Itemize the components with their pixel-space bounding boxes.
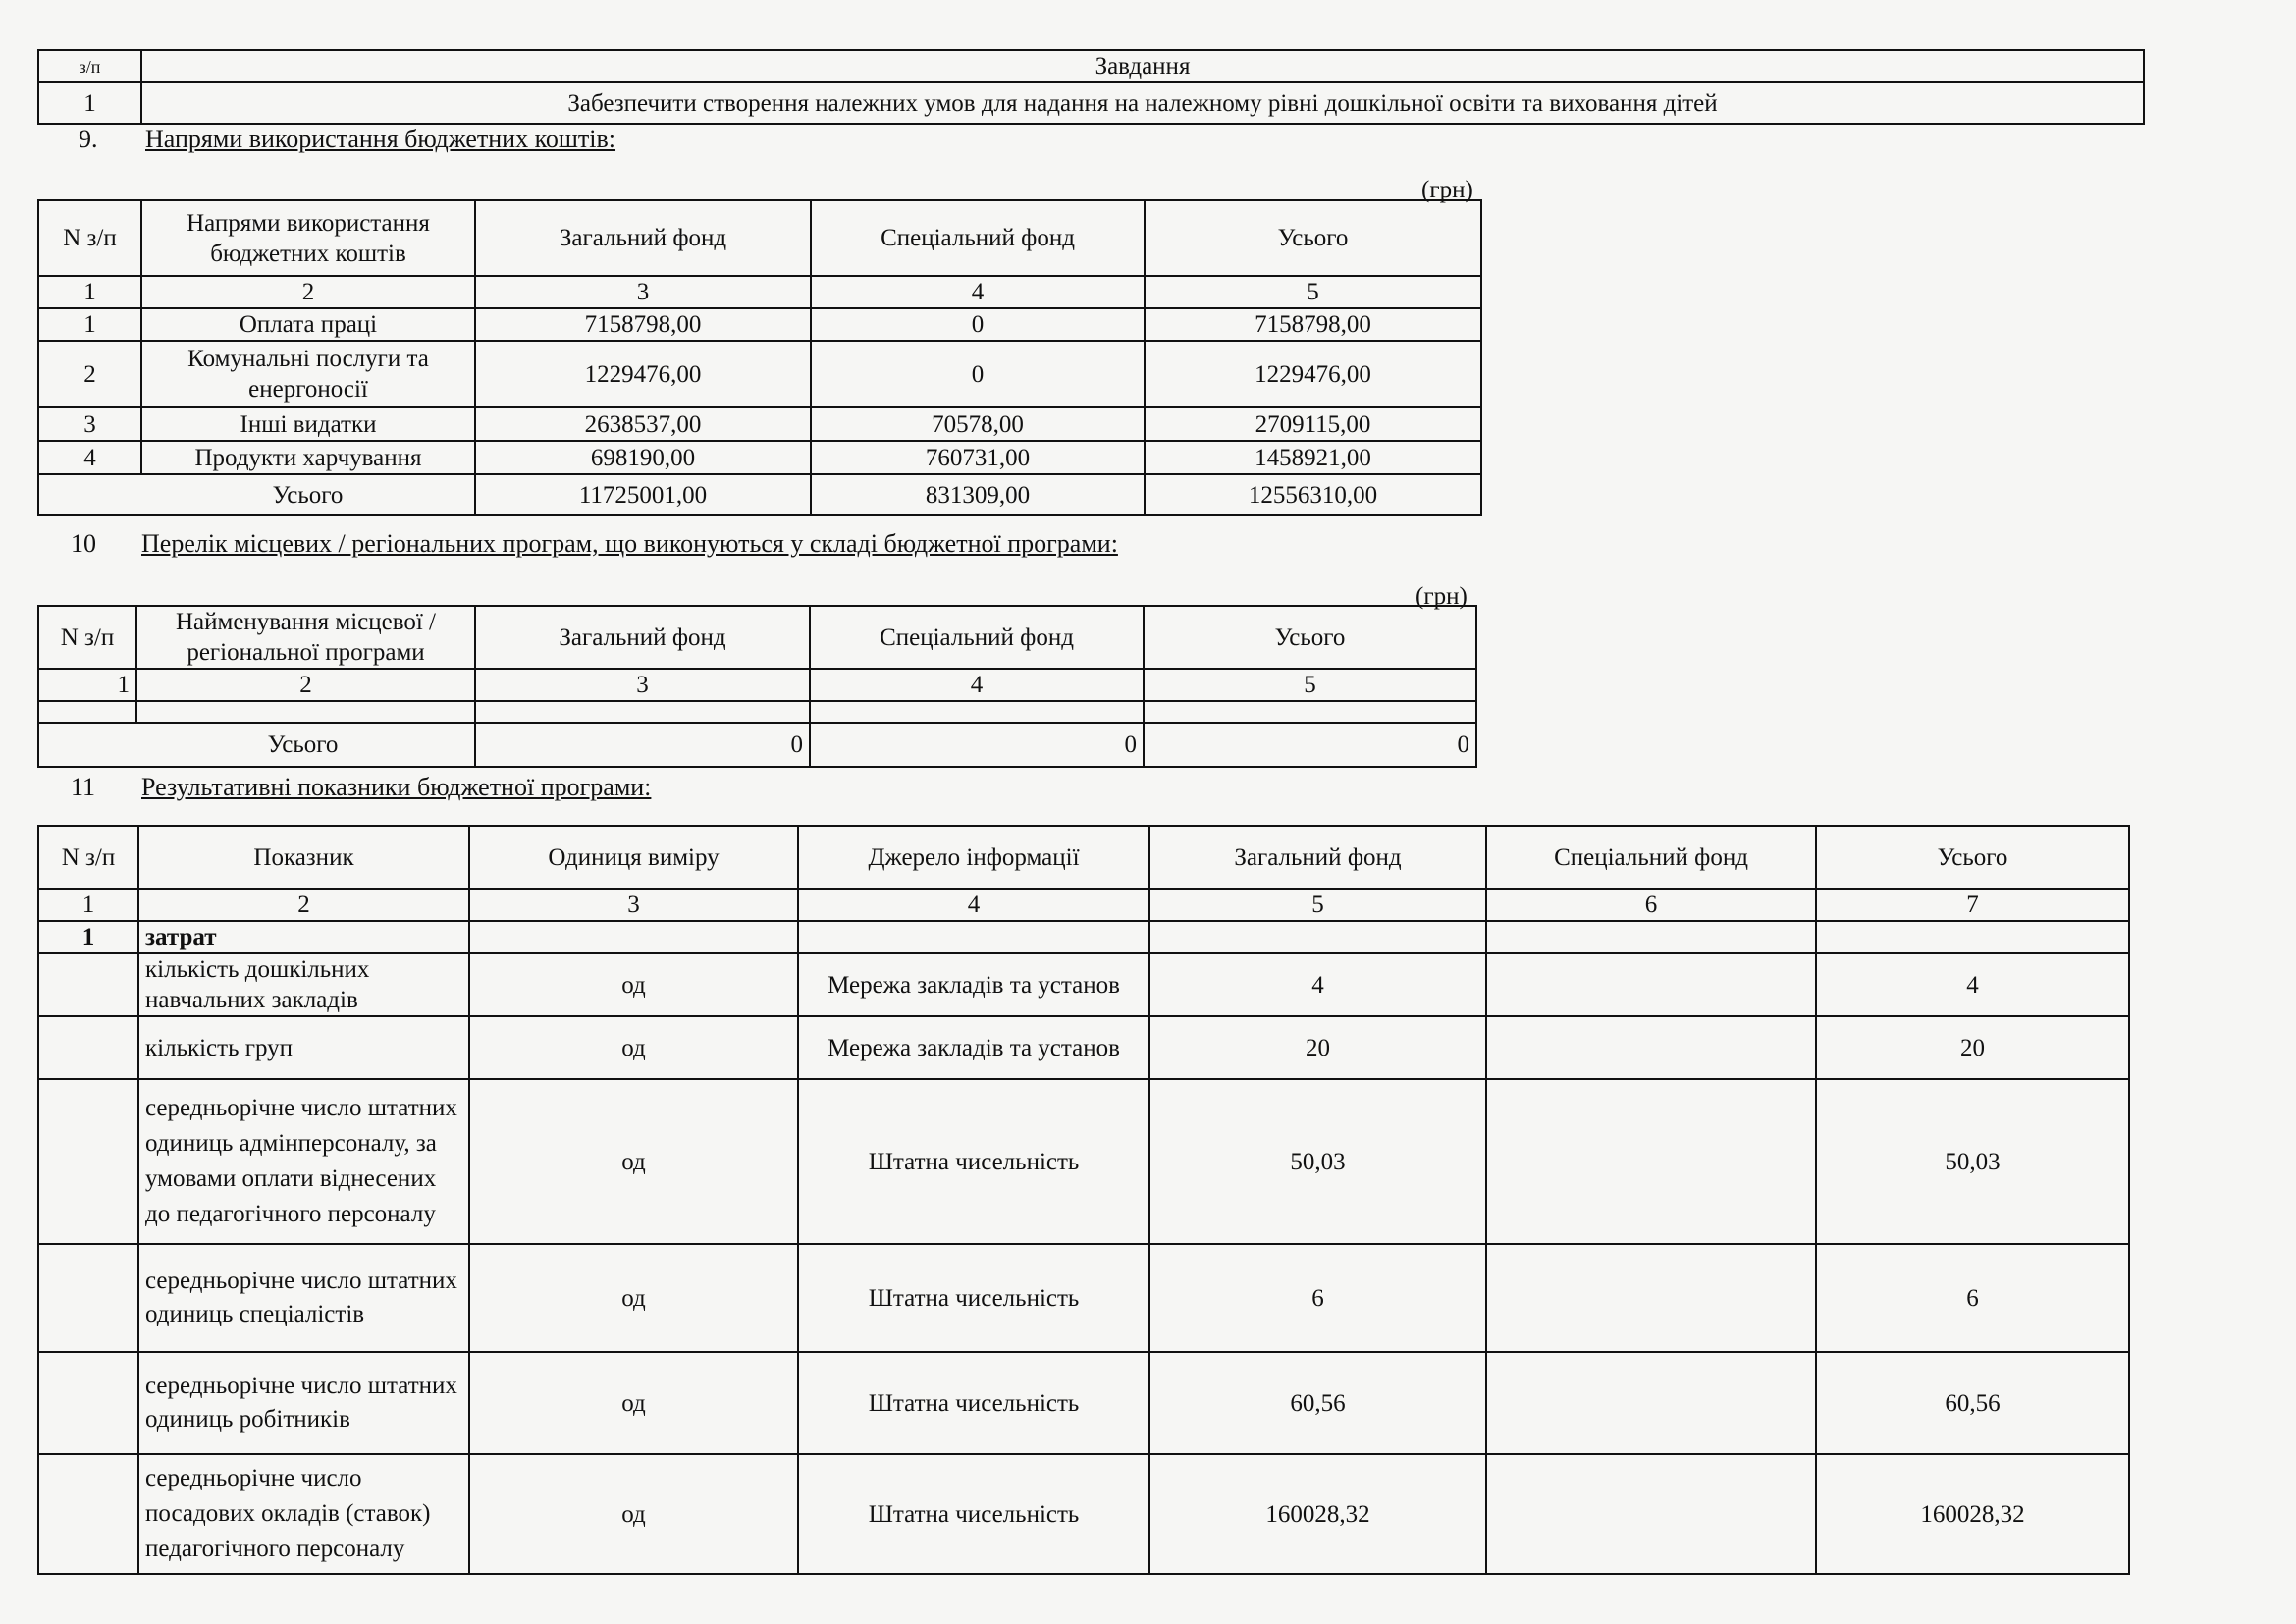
section11-number: 11 bbox=[71, 773, 96, 801]
s11-row-unit: од bbox=[469, 1016, 798, 1079]
s11-row-general: 60,56 bbox=[1149, 1352, 1486, 1454]
s11-row-name: середньорічне число штатних одиниць спеціалістів bbox=[138, 1244, 469, 1352]
s9-header-direction: Напрями використання бюджетних коштів bbox=[141, 200, 475, 276]
s11-row-name: середньорічне число штатних одиниць адмінперсоналу, за умовами оплати віднесених до педагогічного персоналу bbox=[138, 1079, 469, 1244]
s10-total-label: Усього bbox=[38, 723, 475, 767]
s11-row-total: 20 bbox=[1816, 1016, 2129, 1079]
s9-colnum: 5 bbox=[1145, 276, 1481, 308]
s11-colnum: 6 bbox=[1486, 889, 1816, 921]
table-row bbox=[38, 1079, 2129, 1244]
s11-row-unit: од bbox=[469, 1079, 798, 1244]
s11-row-general: 20 bbox=[1149, 1016, 1486, 1079]
s11-row-unit: од bbox=[469, 953, 798, 1016]
s9-colnum: 2 bbox=[141, 276, 475, 308]
section10-title: Перелік місцевих / регіональних програм, що виконуються у складі бюджетної програми: bbox=[141, 529, 1118, 558]
s9-row-name: Оплата праці bbox=[141, 308, 475, 341]
s9-header-general: Загальний фонд bbox=[475, 200, 811, 276]
s11-row-unit: од bbox=[469, 1352, 798, 1454]
task-header-num: з/п bbox=[38, 50, 141, 82]
s9-row-total: 7158798,00 bbox=[1145, 308, 1481, 341]
s9-total-label: Усього bbox=[38, 474, 475, 515]
s10-total-special: 0 bbox=[810, 723, 1144, 767]
s11-row-special bbox=[1486, 953, 1816, 1016]
s9-row-total: 2709115,00 bbox=[1145, 407, 1481, 441]
section11-heading bbox=[71, 772, 1445, 805]
s10-colnum: 2 bbox=[136, 669, 475, 701]
s11-header-indicator: Показник bbox=[138, 826, 469, 889]
table-row bbox=[38, 407, 1481, 441]
s11-row-special bbox=[1486, 1079, 1816, 1244]
table-row bbox=[38, 1352, 2129, 1454]
s10-total-general: 0 bbox=[475, 723, 810, 767]
task-table bbox=[37, 49, 2145, 125]
s9-colnum: 3 bbox=[475, 276, 811, 308]
s11-header-unit: Одиниця виміру bbox=[469, 826, 798, 889]
s10-colnum: 1 bbox=[38, 669, 136, 701]
s11-colnum: 4 bbox=[798, 889, 1149, 921]
s9-row-name: Комунальні послуги та енергоносії bbox=[141, 341, 475, 407]
s9-row-total: 1229476,00 bbox=[1145, 341, 1481, 407]
s11-row-source: Мережа закладів та установ bbox=[798, 953, 1149, 1016]
section11-title: Результативні показники бюджетної програми: bbox=[141, 773, 652, 801]
s11-row-name: середньорічне число штатних одиниць робітників bbox=[138, 1352, 469, 1454]
task-header: Завдання bbox=[141, 50, 2144, 82]
table-row bbox=[38, 1454, 2129, 1574]
s11-row-special bbox=[1486, 1016, 1816, 1079]
total-row bbox=[38, 474, 1481, 515]
task-row-text: Забезпечити створення належних умов для надання на належному рівні дошкільної освіти та виховання дітей bbox=[141, 82, 2144, 124]
s11-group-label: затрат bbox=[138, 921, 469, 953]
s11-row-source: Штатна чисельність bbox=[798, 1454, 1149, 1574]
s11-header-num: N з/п bbox=[38, 826, 138, 889]
s9-row-general: 698190,00 bbox=[475, 441, 811, 474]
performance-indicators-table bbox=[37, 825, 2130, 1575]
s10-header-special: Спеціальний фонд bbox=[810, 606, 1144, 669]
s10-header-num: N з/п bbox=[38, 606, 136, 669]
s11-group-num: 1 bbox=[38, 921, 138, 953]
s11-row-source: Штатна чисельність bbox=[798, 1079, 1149, 1244]
table-row bbox=[38, 1016, 2129, 1079]
s11-row-total: 4 bbox=[1816, 953, 2129, 1016]
s11-header-total: Усього bbox=[1816, 826, 2129, 889]
section9-title: Напрями використання бюджетних коштів: bbox=[145, 125, 616, 153]
s10-colnum: 5 bbox=[1144, 669, 1476, 701]
s9-row-special: 70578,00 bbox=[811, 407, 1145, 441]
s11-header-source: Джерело інформації bbox=[798, 826, 1149, 889]
section10-heading bbox=[71, 528, 1445, 562]
s11-row-total: 160028,32 bbox=[1816, 1454, 2129, 1574]
s9-row-num: 4 bbox=[38, 441, 141, 474]
local-programs-table bbox=[37, 605, 1477, 768]
s11-colnum: 7 bbox=[1816, 889, 2129, 921]
s9-total-special: 831309,00 bbox=[811, 474, 1145, 515]
empty-row bbox=[38, 701, 1476, 723]
s11-row-source: Штатна чисельність bbox=[798, 1244, 1149, 1352]
s9-colnum: 4 bbox=[811, 276, 1145, 308]
s9-row-general: 7158798,00 bbox=[475, 308, 811, 341]
section10-number: 10 bbox=[71, 529, 96, 558]
s9-header-special: Спеціальний фонд bbox=[811, 200, 1145, 276]
s11-colnum: 5 bbox=[1149, 889, 1486, 921]
s9-row-num: 2 bbox=[38, 341, 141, 407]
s9-row-num: 1 bbox=[38, 308, 141, 341]
section9-heading bbox=[79, 124, 1453, 157]
task-row-num: 1 bbox=[38, 82, 141, 124]
s9-row-special: 0 bbox=[811, 341, 1145, 407]
s9-row-special: 0 bbox=[811, 308, 1145, 341]
section9-unit: (грн) bbox=[1421, 177, 1473, 203]
s10-colnum: 3 bbox=[475, 669, 810, 701]
s9-header-total: Усього bbox=[1145, 200, 1481, 276]
s9-row-general: 1229476,00 bbox=[475, 341, 811, 407]
s10-header-total: Усього bbox=[1144, 606, 1476, 669]
s9-row-num: 3 bbox=[38, 407, 141, 441]
table-row bbox=[38, 1244, 2129, 1352]
s10-total-total: 0 bbox=[1144, 723, 1476, 767]
section10-unit: (грн) bbox=[1415, 583, 1468, 610]
s11-row-source: Штатна чисельність bbox=[798, 1352, 1149, 1454]
table-row bbox=[38, 341, 1481, 407]
s11-colnum: 1 bbox=[38, 889, 138, 921]
group-row bbox=[38, 921, 2129, 953]
s9-row-name: Продукти харчування bbox=[141, 441, 475, 474]
s11-row-unit: од bbox=[469, 1454, 798, 1574]
s11-row-source: Мережа закладів та установ bbox=[798, 1016, 1149, 1079]
s11-row-name: кількість дошкільних навчальних закладів bbox=[138, 953, 469, 1016]
s10-header-program: Найменування місцевої / регіональної програми bbox=[136, 606, 475, 669]
s11-row-total: 50,03 bbox=[1816, 1079, 2129, 1244]
s11-row-special bbox=[1486, 1454, 1816, 1574]
s11-header-general: Загальний фонд bbox=[1149, 826, 1486, 889]
section9-number: 9. bbox=[79, 125, 98, 153]
s9-total-total: 12556310,00 bbox=[1145, 474, 1481, 515]
s9-row-special: 760731,00 bbox=[811, 441, 1145, 474]
total-row bbox=[38, 723, 1476, 767]
s9-colnum: 1 bbox=[38, 276, 141, 308]
s11-row-name: кількість груп bbox=[138, 1016, 469, 1079]
s11-row-general: 160028,32 bbox=[1149, 1454, 1486, 1574]
budget-directions-table bbox=[37, 199, 1482, 516]
table-row bbox=[38, 441, 1481, 474]
s11-colnum: 3 bbox=[469, 889, 798, 921]
s11-row-total: 60,56 bbox=[1816, 1352, 2129, 1454]
s11-row-total: 6 bbox=[1816, 1244, 2129, 1352]
s9-row-name: Інші видатки bbox=[141, 407, 475, 441]
s11-row-special bbox=[1486, 1244, 1816, 1352]
s11-row-general: 50,03 bbox=[1149, 1079, 1486, 1244]
s11-header-special: Спеціальний фонд bbox=[1486, 826, 1816, 889]
s11-row-general: 6 bbox=[1149, 1244, 1486, 1352]
table-row bbox=[38, 953, 2129, 1016]
s9-row-total: 1458921,00 bbox=[1145, 441, 1481, 474]
s11-row-unit: од bbox=[469, 1244, 798, 1352]
s11-row-special bbox=[1486, 1352, 1816, 1454]
s11-row-general: 4 bbox=[1149, 953, 1486, 1016]
s9-row-general: 2638537,00 bbox=[475, 407, 811, 441]
table-row bbox=[38, 308, 1481, 341]
s10-header-general: Загальний фонд bbox=[475, 606, 810, 669]
s9-header-num: N з/п bbox=[38, 200, 141, 276]
s9-total-general: 11725001,00 bbox=[475, 474, 811, 515]
s10-colnum: 4 bbox=[810, 669, 1144, 701]
s11-row-name: середньорічне число посадових окладів (ставок) педагогічного персоналу bbox=[138, 1454, 469, 1574]
s11-colnum: 2 bbox=[138, 889, 469, 921]
